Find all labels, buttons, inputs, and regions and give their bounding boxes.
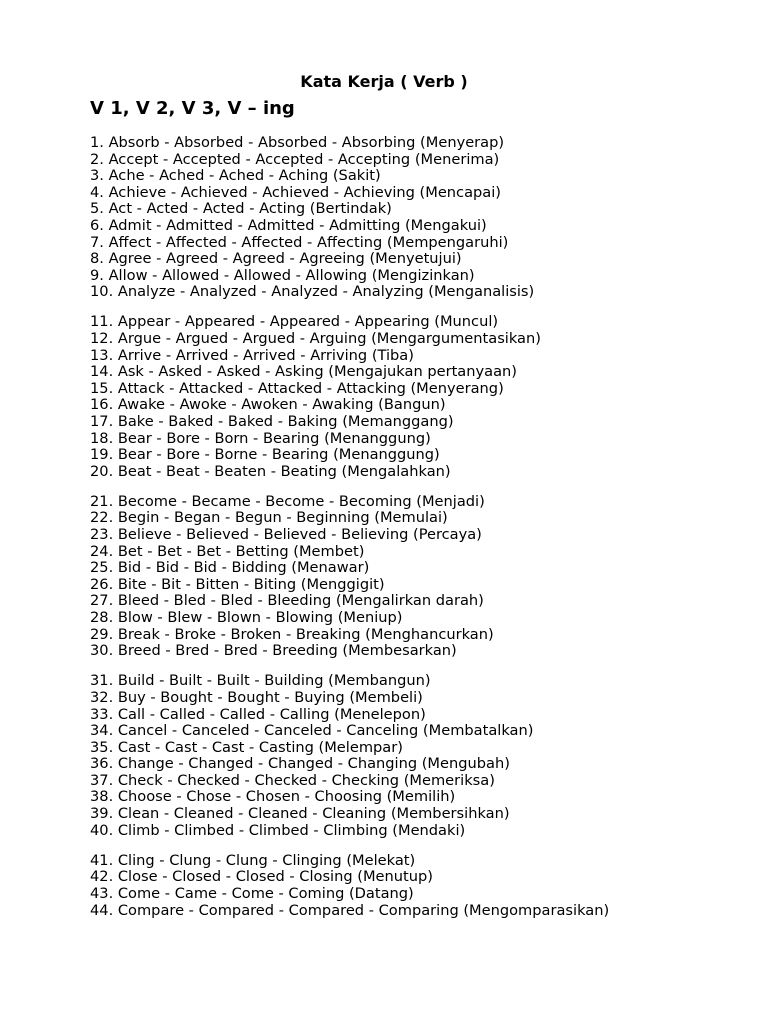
verb-entry: 36. Change - Changed - Changed - Changing (Mengubah) [90,755,510,773]
verb-entry: 35. Cast - Cast - Cast - Casting (Melempar) [90,738,403,756]
verb-entry: 25. Bid - Bid - Bid - Bidding (Menawar) [90,559,370,577]
verb-entry: 14. Ask - Asked - Asked - Asking (Mengajukan pertanyaan) [90,363,517,381]
verb-entry: 41. Cling - Clung - Clung - Clinging (Melekat) [90,851,416,869]
verb-entry: 7. Affect - Affected - Affected - Affecting (Mempengaruhi) [90,233,509,251]
verb-entry: 16. Awake - Awoke - Awoken - Awaking (Bangun) [90,396,446,414]
verb-entry: 5. Act - Acted - Acted - Acting (Bertindak) [90,200,392,218]
verb-entry: 19. Bear - Bore - Borne - Bearing (Menanggung) [90,446,440,464]
verb-entry: 17. Bake - Baked - Baked - Baking (Memanggang) [90,413,454,430]
verb-entry: 42. Close - Closed - Closed - Closing (Menutup) [90,868,433,886]
document-subtitle: V 1, V 2, V 3, V – ing [90,98,295,119]
verb-group [90,853,750,919]
verb-entry: 21. Become - Became - Become - Becoming (Menjadi) [90,492,485,510]
verb-group [90,673,750,839]
verb-entry: 33. Call - Called - Called - Calling (Menelepon) [90,705,426,723]
verb-entry: 3. Ache - Ached - Ached - Aching (Sakit) [90,167,381,185]
verb-list [90,135,750,933]
verb-entry: 20. Beat - Beat - Beaten - Beating (Mengalahkan) [90,462,451,480]
verb-entry: 10. Analyze - Analyzed - Analyzed - Analyzing (Menganalisis) [90,283,535,301]
verb-entry: 37. Check - Checked - Checked - Checking (Memeriksa) [90,771,495,789]
verb-entry: 32. Buy - Bought - Bought - Buying (Membeli) [90,688,423,706]
verb-entry: 22. Begin - Began - Begun - Beginning (Memulai) [90,509,448,527]
verb-entry: 31. Build - Built - Built - Building (Membangun) [90,672,431,690]
verb-entry: 26. Bite - Bit - Bitten - Biting (Menggigit) [90,575,385,593]
verb-entry: 11. Appear - Appeared - Appeared - Appearing (Muncul) [90,313,499,331]
verb-group [90,494,750,660]
verb-entry: 38. Choose - Chose - Chosen - Choosing (Memilih) [90,788,456,806]
verb-entry: 6. Admit - Admitted - Admitted - Admitting (Mengakui) [90,216,487,234]
verb-entry: 9. Allow - Allowed - Allowed - Allowing (Mengizinkan) [90,266,475,284]
verb-entry: 27. Bleed - Bled - Bled - Bleeding (Mengalirkan darah) [90,592,484,610]
verb-entry: 39. Clean - Cleaned - Cleaned - Cleaning (Membersihkan) [90,805,510,823]
verb-entry: 15. Attack - Attacked - Attacked - Attacking (Menyerang) [90,379,504,397]
verb-entry: 28. Blow - Blew - Blown - Blowing (Meniup) [90,609,403,627]
verb-group [90,135,750,301]
document-title: Kata Kerja ( Verb ) [300,72,468,91]
verb-entry: 8. Agree - Agreed - Agreed - Agreeing (Menyetujui) [90,250,462,268]
verb-entry: 2. Accept - Accepted - Accepted - Accepting (Menerima) [90,150,500,168]
verb-entry: 13. Arrive - Arrived - Arrived - Arriving (Tiba) [90,346,414,364]
verb-entry: 12. Argue - Argued - Argued - Arguing (Mengargumentasikan) [90,330,541,348]
verb-entry: 40. Climb - Climbed - Climbed - Climbing (Mendaki) [90,821,466,839]
verb-entry: 43. Come - Came - Come - Coming (Datang) [90,884,414,902]
verb-entry: 23. Believe - Believed - Believed - Believing (Percaya) [90,526,482,544]
verb-entry: 24. Bet - Bet - Bet - Betting (Membet) [90,542,365,560]
verb-entry: 29. Break - Broke - Broken - Breaking (Menghancurkan) [90,625,494,643]
verb-entry: 1. Absorb - Absorbed - Absorbed - Absorbing (Menyerap) [90,134,505,151]
verb-entry: 44. Compare - Compared - Compared - Comparing (Mengomparasikan) [90,901,610,919]
verb-entry: 30. Breed - Bred - Bred - Breeding (Membesarkan) [90,642,457,660]
verb-group [90,314,750,480]
verb-entry: 4. Achieve - Achieved - Achieved - Achieving (Mencapai) [90,183,501,201]
verb-entry: 18. Bear - Bore - Born - Bearing (Menanggung) [90,429,431,447]
verb-entry: 34. Cancel - Canceled - Canceled - Canceling (Membatalkan) [90,722,534,740]
